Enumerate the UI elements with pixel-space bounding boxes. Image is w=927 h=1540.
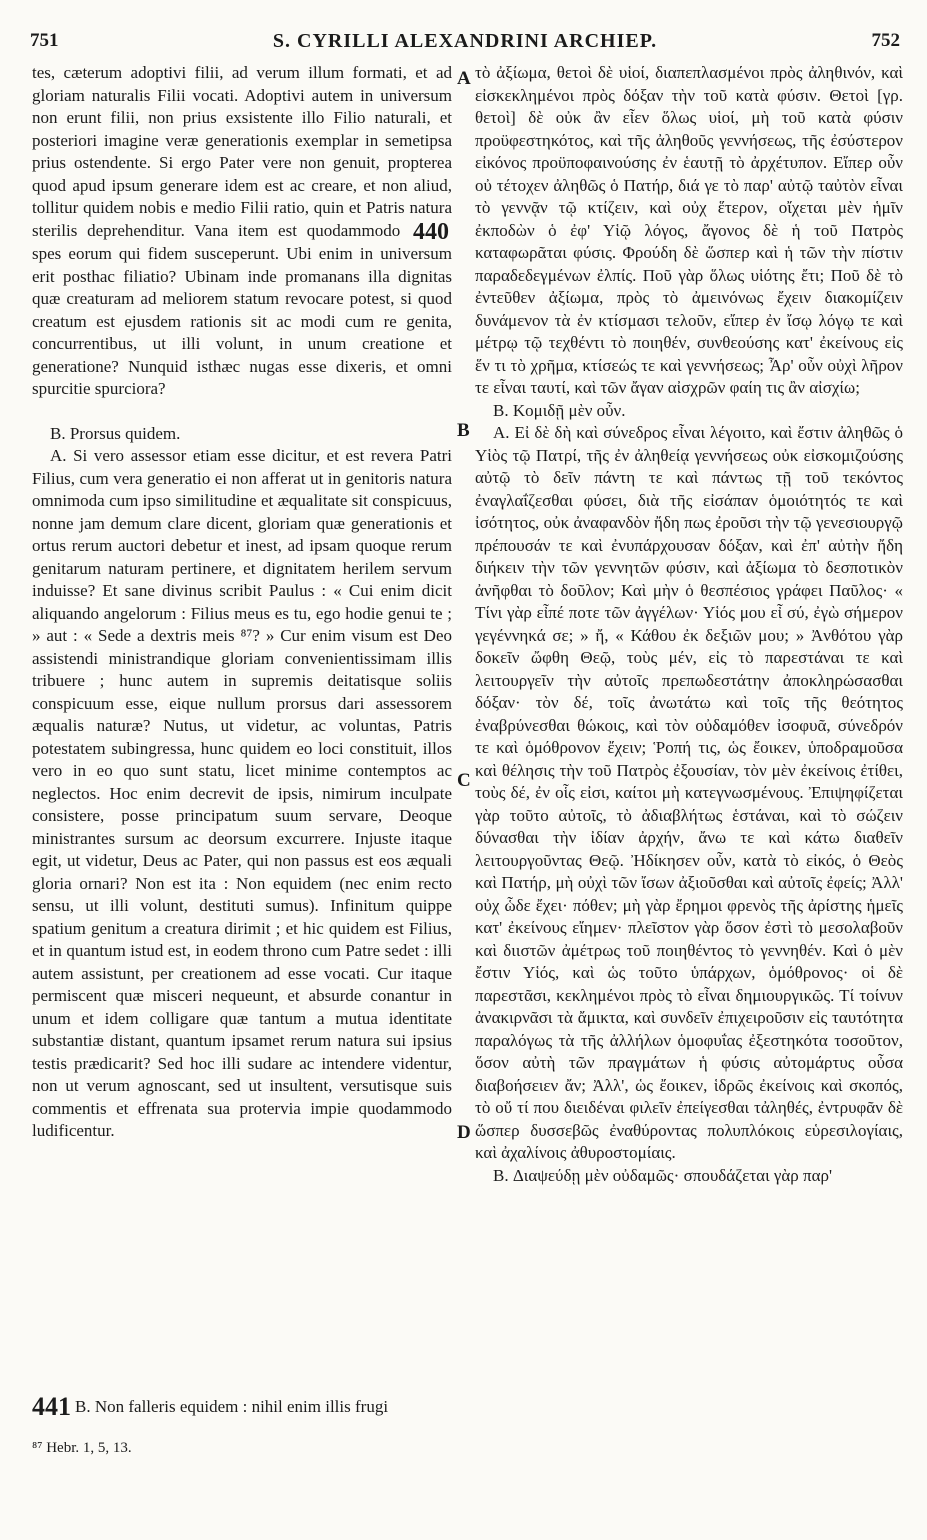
latin-continuation-line	[32, 1392, 452, 1422]
page-number-left: 751	[30, 30, 59, 51]
greek-paragraph-2: B. Κομιδῇ μὲν οὖν.	[493, 400, 626, 420]
page-number-right: 752	[871, 30, 900, 51]
latin-paragraph-3: A. Si vero assessor etiam esse dicitur, et est revera Patri Filius, cum vera generatio ei non afferat ut in genitoris natura omnimoda cum ipso similitudine et æqualitate sit conspicuus, nonne jam demum clare dicent, gloriam quæ generationis et ortus rerum auctori debetur et inest, ad ipsam quoque rerum genitarum naturam pertinere, et dignitatem herilem servum induisse? Et sane divinus scribit Paulus : « Cui enim dicit aliquando angelorum : Filius meus es tu, ego hodie genui te ; » aut : « Sede a dextris meis ⁸⁷? » Cur enim visum est Deo assistendi ministrandique gloriam convenientissimam illis tribuere ; hunc autem in supremis deitatisque soliis conspicuum esse, eique nullum prorsus dari assessorem æqualis naturæ? Nutus, ut videtur, ac voluntas, Patris potestatem subingressa, hunc quidem eo loci constituit, illos vero in eo quo sunt statu, licet minime contemptos ac neglectos. Hoc enim decrevit de ipsis, nimirum inculpate consistere, posse principatum suum servare, Deoque ministrantes sursum ac deorsum excurrere. Injuste itaque egit, ut videtur, Deus ac Pater, qui non passus est eos æquali gloria ornari? Non est ita : Non equidem (nec enim recto sensu, ut illi volunt, destituti sumus). Infinitum quippe spatium genitum a creatura dirimit ; et hic quidem est Filius, et in quantum istud est, in eodem throno cum Patre sedet : illi autem assistunt, per creationem ad esse vocati. Cur itaque permiscent quæ misceri nequeunt, et absurde conantur in unum et idem colligare quæ tantum a mutua identitate substantiæ distant, quantum ipsamet rerum natura sui ipsius testis prædicarit? Sed hoc illi sudare ac intendere videntur, non ut verum agnoscant, sed ut insultent, versutisque suis commentis et effrenata sua protervia impie quodammodo ludificentur.	[32, 446, 452, 1140]
latin-p1-before: tes, cæterum adoptivi filii, ad verum illum formati, et ad gloriam naturalis Filii vocati. Adoptivi autem in universum non erunt filii, non prius exsistente illo Filio naturali, et posteriori imagine veræ generationis exemplar in semetipsa prius ostendente. Si ergo Pater vere non genuit, propterea quod apud ipsum generare idem est ac creare, et non aliud, tollitur quidem nobis e medio Filii ratio, quin et Patris natura sterilis deprehenditur. Vana item est quodammodo	[32, 63, 452, 240]
page-header	[30, 30, 900, 54]
greek-paragraph-1: τὸ ἀξίωμα, θετοὶ δὲ υἱοί, διαπεπλασμένοι πρὸς ἀληθινόν, καὶ εἰσκεκλημένοι πρὸς δόξαν τὴν τοῦ κατὰ φύσιν. Θετοὶ [γρ. θετοὶ] δὲ οὐκ ἂν εἶεν ὅλως υἱοί, μὴ τοῦ κατὰ φύσιν προϋφεστηκότος, καὶ τῆς ἀληθοῦς γεννήσεως, τῆς ἐσύστερον εἰκόνος προϋποφαινούσης ἐν ἑαυτῇ τὸ ἀρχέτυπον. Εἴπερ οὖν οὐ τέτοχεν ἀληθῶς ὁ Πατήρ, διά γε τὸ παρ' αὐτῷ ταὐτὸν εἶναι τὸ γεννᾷν τῷ κτίζειν, καὶ οὐχ ἕτερον, οἴχεται μὲν ἡμῖν ἐκποδὼν ὁ ἐφ' Υἱῷ λόγος, ἄγονος δὲ ἡ τοῦ Πατρὸς καταφωρᾶται φύσις. Φρούδη δὲ ὥσπερ καὶ ἡ τῶν τὴν πίστιν παραδεδεγμένων ἐλπίς. Ποῦ γὰρ ὅλως υἱότης ἔτι; Ποῦ δὲ τὸ ἐντεῦθεν ἀξίωμα, πρὸς τὸ ἀμεινόνως ἔχειν διακομίζειν δυνάμενον τὰ ἐν κτίσμασι τελοῦν, εἴπερ ἐν ἴσῳ λόγῳ τε καὶ μέτρῳ τῷ τεχθέντι τὸ ποιηθέν, συνθεούσης κατ' ἐκείνους εἰς ἕν τι τὸ χρῆμα, κτίσεώς τε καὶ γεννήσεως; Ἆρ' οὖν οὐχὶ λῆρον τε εἶναι ταυτί, καὶ τῶν ἄγαν αἰσχρῶν φαίη τις ἂν αἰσχίω;	[475, 63, 903, 397]
footnote: ⁸⁷ Hebr. 1, 5, 13.	[32, 1440, 132, 1456]
latin-paragraph-2: B. Prorsus quidem.	[50, 423, 181, 443]
margin-marker-d: D	[457, 1122, 471, 1143]
margin-marker-a: A	[457, 68, 471, 89]
margin-marker-c: C	[457, 770, 471, 791]
greek-paragraph-4: B. Διαψεύδῃ μὲν οὐδαμῶς· σπουδάζεται γὰρ παρ'	[493, 1165, 833, 1185]
column-number-441: 441	[32, 1392, 71, 1421]
margin-marker-b: B	[457, 420, 470, 441]
latin-p1-after: spes eorum qui fidem susceperunt. Ubi enim in universum erit posthac filiatio? Ubinam inde promanans illa dignitas quæ creaturam ad meliorem statum revocare potest, si quod creatum est ejusdem rationis sit ac modi cum re genita, concurrentibus, ut illi volunt, in unum creatione et generatione? Nunquid isthæc nugas esse dixeris, et omni spurcitie spurciora?	[32, 244, 452, 398]
greek-paragraph-3: A. Εἰ δὲ δὴ καὶ σύνεδρος εἶναι λέγοιτο, καὶ ἔστιν ἀληθῶς ὁ Υἱὸς τῷ Πατρί, τῆς ἐν ἀληθείᾳ γεννήσεως οὐκ εἰσκομιζούσης αὐτῷ τὸ δεῖν πάντη τε καὶ πάντως τῇ τοῦ τεκόντος ἐναγλαΐζεσθαι φύσει, διὰ τῆς εἰσάπαν ὁμοιότητός τε καὶ ἰσότητος, οὐκ ἀναφανδὸν ἤδη πως ἐροῦσι τὴν τῷ γενεσιουργῷ πρέπουσάν τε καὶ ἐνυπάρχουσαν δόξαν, καὶ ἐπ' αὐτὴν ἤδη διήκειν τὴν τῶν γεννητῶν φύσιν, καὶ ἀξίωμα τὸ δεσποτικὸν ἀνῆφθαι τὸ δοῦλον; Καὶ μὴν ὁ θεσπέσιος γράφει Παῦλος· « Τίνι γὰρ εἶπέ ποτε τῶν ἀγγέλων· Υἱός μου εἶ σύ, ἐγὼ σήμερον γεγέννηκά σε; » ἤ, « Κάθου ἐκ δεξιῶν μου; » Ἀνθότου γὰρ δοκεῖν ὤφθη Θεῷ, τοὺς μέν, εἰς τὸ παρεστάναι τε καὶ λειτουργεῖν τὴν αὐτοῖς πρεπωδεστάτην ἀποκληρώσασθαι δόξαν· τὸν δέ, τοῖς ἀνωτάτω καὶ τοῖς τῆς θεότητος ἐναβρύνεσθαι θώκοις, καὶ τὸν οὐδαμόθεν ἰσοφυᾶ, σύνεδρόν τε καὶ ὁμόθρονον ἔχειν; Ῥοπή τις, ὡς ἔοικεν, ὑποδραμοῦσα καὶ θέλησις τὴν τοῦ Πατρὸς ἐξουσίαν, τὸν μὲν ἐκείνοις ἐτίθει, τοὺς δέ, ἐν οἷς εἰσι, καίτοι μὴ κατεγνωσμένους. Ἐπιψηφίζεται γὰρ τοῦτο αὐτοῖς, τὸ ἀδιαβλήτως ἑστάναι, καὶ τὸ σώζειν δύνασθαι τὴν ἰδίαν ἀρχήν, ἄνω τε καὶ κάτω διαθεῖν λειτουργοῦντας Θεῷ. Ἠδίκησεν οὖν, κατὰ τὸ εἰκός, ὁ Θεὸς καὶ Πατήρ, μὴ οὐχὶ τῶν ἴσων ἀξιοῦσθαι καὶ αὐτοῖς ἐφείς; Ἀλλ' οὐχ ὧδε ἔχει· πόθεν; μὴ γὰρ ἔρημοι φρενὸς τῆς ἀρίστης ἡμεῖς κατ' ἐκείνους εἴημεν· πλεῖστον γὰρ ὅσον ἐστὶ τὸ μεσολαβοῦν καὶ διιστῶν ἀμέτρως τοῦ ποιηθέντος τὸ γεννηθέν. Καὶ ὁ μὲν ἔστιν Υἱός, καὶ ὡς τοῦτο ὑπάρχων, ὁμόθρονος· οἱ δὲ παρεστᾶσι, κεκλημένοι πρὸς τὸ εἶναι δημιουργικῶς. Τί τοίνυν ἀνακιρνᾶσι τὰ ἄμικτα, καὶ συνδεῖν ἐπιχειροῦσιν εἰς ταυτότητα παραλόγως τὰ τῆς ἀλλήλων ὁμοφυΐας ἐξεστηκότα τοσοῦτον, ὅσον αὐτὴ τῶν πραγμάτων ἡ φύσις αὐτομάρτυς οὖσα διαβοήσειεν ἄν; Ἀλλ', ὡς ἔοικεν, ἱδρῶς ἐκείνοις καὶ σκοπός, τὸ οὔ τί που διειδέναι φιλεῖν ἐπείγεσθαι τἀληθές, ἐντρυφᾶν δὲ ὥσπερ δυσσεβῶς ἐναθύροντας πολυπλόκοις εὑρεσιλογίαις, καὶ ἀχαλίνοις ἀθυροστομίαις.	[475, 423, 903, 1162]
column-number-440: 440	[413, 218, 449, 245]
latin-paragraph-1	[32, 62, 452, 401]
greek-column	[475, 62, 903, 1187]
latin-column	[32, 62, 452, 1143]
running-title: S. CYRILLI ALEXANDRINI ARCHIEP.	[272, 30, 658, 52]
latin-continuation-text: B. Non falleris equidem : nihil enim illis frugi	[75, 1397, 389, 1416]
